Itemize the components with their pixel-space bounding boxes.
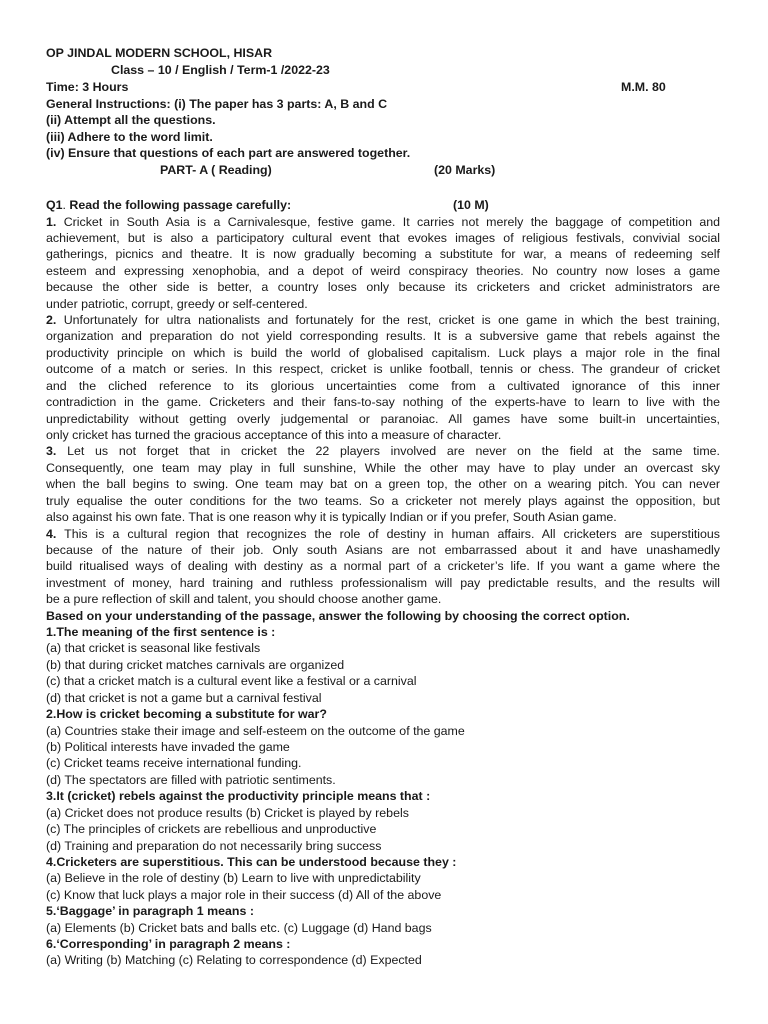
question-option: (c) Cricket teams receive international funding. bbox=[46, 756, 302, 771]
passage-line: Consequently, one team may play in full sunshine, While the other may have to play under an overcast sky bbox=[46, 460, 720, 475]
question-option: (c) that a cricket match is a cultural event like a festival or a carnival bbox=[46, 674, 417, 689]
passage-line: truly equalise the outer conditions for the two teams. So a cricketer not merely plays against the opposition, but bbox=[46, 493, 720, 508]
passage-line: esteem and expressing xenophobia, and a depot of weird conspiracy theories. No country now loses a game bbox=[46, 263, 720, 278]
passage-line: build ritualised ways of dealing with destiny as a normal part of a cricketer’s life. If you want a game where the bbox=[46, 559, 720, 574]
passage-line: productivity principle on which is build the world of globalised capitalism. Luck plays a major role in the final bbox=[46, 345, 720, 360]
passage-line: outcome of a match or series. In this respect, cricket is unlike football, tennis or chess. The grandeur of cricket bbox=[46, 362, 720, 377]
question-stem: 4.Cricketers are superstitious. This can be understood because they : bbox=[46, 854, 457, 869]
q1-marks: (10 M) bbox=[453, 198, 489, 212]
question-stem: 6.‘Corresponding’ in paragraph 2 means : bbox=[46, 937, 291, 951]
question-option: (a) Believe in the role of destiny (b) Learn to live with unpredictability bbox=[46, 871, 421, 886]
question-stem: 5.‘Baggage’ in paragraph 1 means : bbox=[46, 904, 254, 919]
paragraph-number: 3. bbox=[46, 444, 57, 459]
instruction-line: (iv) Ensure that questions of each part are answered together. bbox=[46, 146, 411, 160]
question-stem: 3.It (cricket) rebels against the productivity principle means that : bbox=[46, 789, 431, 804]
passage-line: contradiction in the game. Cricketers and their fans-to-say nothing of the experts-have to learn to live with the bbox=[46, 395, 720, 410]
passage-line: unpredictability without getting overly judgemental or paranoiac. All games have some built-in uncertainties, bbox=[46, 411, 720, 426]
max-marks: M.M. 80 bbox=[621, 80, 666, 94]
question-option: (a) that cricket is seasonal like festivals bbox=[46, 641, 261, 656]
question-option: (b) that during cricket matches carnivals are organized bbox=[46, 657, 345, 672]
question-option: (d) that cricket is not a game but a carnival festival bbox=[46, 690, 322, 705]
passage-line: be a pure reflection of skill and talent, you should choose another game. bbox=[46, 592, 442, 607]
passage-line: achievement, but is also a participatory cultural event that evokes images of religious festivals, convivial social bbox=[46, 230, 720, 245]
q1-heading bbox=[46, 197, 720, 213]
question-option: (b) Political interests have invaded the game bbox=[46, 739, 290, 754]
passage-line: and the cliched reference to its glorious uncertainties come from a cultivated ignorance of this inner bbox=[46, 378, 720, 393]
passage-line: investment of money, hard training and ruthless professionalism will pay predictable results, and the results will bbox=[46, 575, 720, 590]
passage-line: gatherings, picnics and theatre. It is now gradually becoming a substitute for war, a means of redeeming self bbox=[46, 247, 720, 262]
instruction-line: (iii) Adhere to the word limit. bbox=[46, 130, 213, 144]
q1-text: Read the following passage carefully: bbox=[65, 198, 292, 212]
passage-line: only cricket has turned the gracious acceptance of this into a measure of character. bbox=[46, 428, 502, 442]
question-option: (a) Countries stake their image and self-esteem on the outcome of the game bbox=[46, 723, 465, 738]
passage-line bbox=[46, 312, 720, 328]
question-option: (d) The spectators are filled with patriotic sentiments. bbox=[46, 772, 336, 787]
passage-line bbox=[46, 214, 720, 230]
instruction-line: General Instructions: (i) The paper has 3 parts: A, B and C bbox=[46, 97, 388, 111]
question-option: (d) Training and preparation do not necessarily bring success bbox=[46, 838, 382, 853]
passage-line bbox=[46, 443, 720, 459]
passage-line: when the ball begins to swing. One team may bat on a green top, the other on a wearing pitch. You can never bbox=[46, 477, 720, 492]
paragraph-number: 2. bbox=[46, 313, 57, 327]
school-name: OP JINDAL MODERN SCHOOL, HISAR bbox=[46, 46, 273, 60]
passage-line: because of the nature of their job. Only south Asians are not embarrassed about it and have unashamedly bbox=[46, 542, 720, 557]
paragraph-number: 4. bbox=[46, 526, 57, 541]
part-marks: (20 Marks) bbox=[434, 163, 496, 177]
question-option: (c) Know that luck plays a major role in their success (d) All of the above bbox=[46, 887, 442, 902]
question-option: (a) Elements (b) Cricket bats and balls etc. (c) Luggage (d) Hand bags bbox=[46, 920, 432, 935]
passage-line: under patriotic, corrupt, greedy or self-centered. bbox=[46, 296, 308, 311]
instruction-line: (ii) Attempt all the questions. bbox=[46, 113, 216, 127]
part-title: PART- A ( Reading) bbox=[160, 163, 272, 177]
passage-line: also against his own fate. That is one reason why it is typically Indian or if you prefer, South Asian game. bbox=[46, 510, 617, 525]
class-line: Class – 10 / English / Term-1 /2022-23 bbox=[111, 63, 330, 77]
question-stem: 2.How is cricket becoming a substitute for war? bbox=[46, 707, 327, 722]
time-label: Time: 3 Hours bbox=[46, 80, 129, 94]
paragraph-number: 1. bbox=[46, 214, 57, 229]
paragraph-text: This is a cultural region that recognizes the role of destiny in human affairs. All cricketers are superstitious bbox=[56, 526, 720, 541]
passage-line: because the other side is better, a country loses only because its cricketers and cricket administrators are bbox=[46, 280, 720, 295]
paragraph-text: Let us not forget that in cricket the 22 players involved are never on the field at the same time. bbox=[56, 444, 720, 459]
answer-instruction: Based on your understanding of the passage, answer the following by choosing the correct option. bbox=[46, 608, 630, 623]
q1-number: Q1 bbox=[46, 198, 63, 212]
passage-line: organization and preparation do not yield corresponding results. It is a subversive game that rebels against the bbox=[46, 329, 720, 344]
question-option: (a) Writing (b) Matching (c) Relating to correspondence (d) Expected bbox=[46, 953, 422, 968]
question-option: (a) Cricket does not produce results (b) Cricket is played by rebels bbox=[46, 805, 409, 820]
paragraph-text: Cricket in South Asia is a Carnivalesque, festive game. It carries not merely the baggage of competition and bbox=[56, 214, 720, 229]
passage-line bbox=[46, 526, 720, 542]
paragraph-text: Unfortunately for ultra nationalists and fortunately for the rest, cricket is one game in which the best training, bbox=[56, 313, 720, 327]
question-option: (c) The principles of crickets are rebellious and unproductive bbox=[46, 822, 377, 836]
q1-dot: . bbox=[62, 198, 66, 212]
question-stem: 1.The meaning of the first sentence is : bbox=[46, 625, 276, 639]
